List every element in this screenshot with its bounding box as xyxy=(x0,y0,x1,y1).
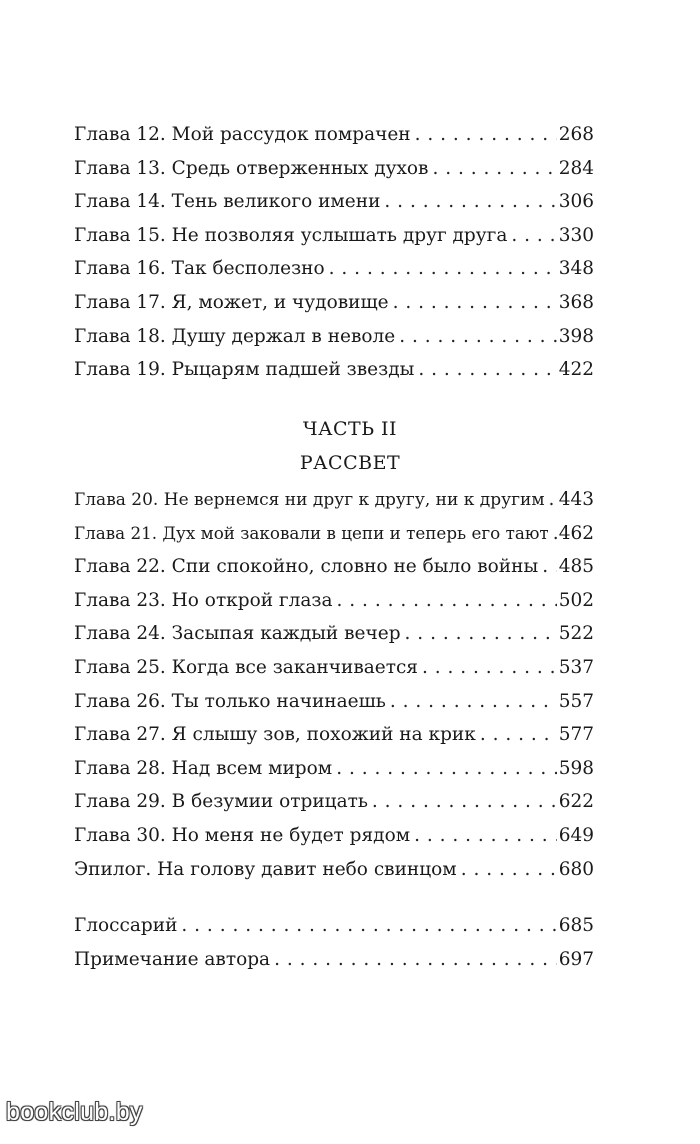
toc-entry-title: Глава 27. Я слышу зов, похожий на крик xyxy=(74,724,476,746)
toc-dot-leader xyxy=(418,353,556,387)
toc-entry-page-number: 557 xyxy=(558,690,594,712)
toc-entry xyxy=(74,118,594,152)
toc-dot-leader xyxy=(405,617,557,651)
toc-entry-page-number: 368 xyxy=(558,291,594,313)
toc-entry-title: Эпилог. На голову давит небо свинцом xyxy=(74,858,457,880)
toc-entry xyxy=(74,584,594,618)
toc-entry xyxy=(74,550,594,584)
toc-dot-leader xyxy=(329,252,557,286)
toc-entry-title: Глава 15. Не позволяя услышать друг друга xyxy=(74,224,508,246)
toc-dot-leader xyxy=(480,718,557,752)
toc-dot-leader xyxy=(274,943,557,977)
toc-entry xyxy=(74,943,594,977)
toc-entry-page-number: 622 xyxy=(558,791,594,813)
toc-entry-page-number: 685 xyxy=(558,915,594,936)
part-title: РАССВЕТ xyxy=(299,452,401,474)
toc-entry-title: Примечание автора xyxy=(74,948,271,970)
toc-entry xyxy=(74,617,594,651)
toc-dot-leader xyxy=(181,909,556,943)
toc-entry-title: Глава 14. Тень великого имени xyxy=(74,191,381,213)
toc-dot-leader xyxy=(337,584,557,618)
toc-entry-title: Глава 25. Когда все заканчивается xyxy=(74,656,418,678)
toc-entry-page-number: 422 xyxy=(558,359,594,381)
toc-entry-title: Глава 28. Над всем миром xyxy=(74,757,333,779)
toc-entry-page-number: 398 xyxy=(558,325,594,347)
toc-entry-page-number: 462 xyxy=(558,522,594,544)
toc-entry xyxy=(74,651,594,685)
toc-entry-title: Глава 30. Но меня не будет рядом xyxy=(74,824,411,846)
toc-entry-title: Глава 19. Рыцарям падшей звезды xyxy=(74,359,415,381)
toc-dot-leader xyxy=(542,550,556,584)
toc-dot-leader xyxy=(549,483,557,517)
toc-entry-page-number: 680 xyxy=(558,858,594,880)
toc-entry xyxy=(74,152,594,186)
toc-entry-page-number: 577 xyxy=(558,724,594,746)
toc-entry-page-number: 522 xyxy=(558,623,594,645)
toc-entry xyxy=(74,853,594,887)
toc-entry xyxy=(74,252,594,286)
toc-dot-leader xyxy=(432,152,556,186)
toc-entry xyxy=(74,483,594,517)
toc-entry xyxy=(74,517,594,551)
toc-dot-leader xyxy=(511,219,556,253)
toc-dot-leader xyxy=(336,752,557,786)
toc-dot-leader xyxy=(384,185,556,219)
toc-entry-page-number: 697 xyxy=(558,948,594,970)
toc-entry-page-number: 284 xyxy=(558,157,594,179)
toc-entry-page-number: 443 xyxy=(558,489,594,510)
toc-entry xyxy=(74,752,594,786)
toc-dot-leader xyxy=(390,685,557,719)
watermark-text: bookclub.by xyxy=(6,1098,143,1126)
toc-dot-leader xyxy=(414,819,557,853)
toc-entry-title: Глава 23. Но открой глаза xyxy=(74,589,333,611)
toc-entry-title: Глава 29. В безумии отрицать xyxy=(74,791,368,813)
toc-entry xyxy=(74,685,594,719)
toc-entry-title: Глава 17. Я, может, и чудовище xyxy=(74,291,389,313)
toc-entry xyxy=(74,718,594,752)
toc-entry-page-number: 348 xyxy=(558,258,594,280)
toc-entry-title: Глава 18. Душу держал в неволе xyxy=(74,325,396,347)
toc-dot-leader xyxy=(399,320,556,354)
toc-entry-page-number: 502 xyxy=(558,589,594,611)
toc-entry-title: Глоссарий xyxy=(74,915,178,936)
toc-entry xyxy=(74,909,594,943)
toc-dot-leader xyxy=(422,651,557,685)
toc-entry-page-number: 268 xyxy=(558,124,594,145)
toc-entry-page-number: 306 xyxy=(558,191,594,213)
toc-entry-title: Глава 26. Ты только начинаешь xyxy=(74,690,386,712)
toc-entry xyxy=(74,185,594,219)
toc-entry-page-number: 537 xyxy=(558,656,594,678)
toc-chapters-part1 xyxy=(74,118,594,387)
toc-dot-leader xyxy=(372,785,557,819)
toc-entry-page-number: 485 xyxy=(558,556,594,578)
toc-entry-title: Глава 12. Мой рассудок помрачен xyxy=(74,124,411,145)
toc-entry-page-number: 649 xyxy=(558,824,594,846)
toc-entry-page-number: 598 xyxy=(558,757,594,779)
toc-entry xyxy=(74,353,594,387)
toc-entry-title: Глава 21. Дух мой заковали в цепи и теперь его тают xyxy=(74,522,549,543)
toc-entry-title: Глава 24. Засыпая каждый вечер xyxy=(74,623,401,645)
toc-entry-title: Глава 22. Спи спокойно, словно не было войны xyxy=(74,556,539,578)
toc-entry-title: Глава 16. Так бесполезно xyxy=(74,258,325,280)
toc-dot-leader xyxy=(415,118,557,152)
toc-dot-leader xyxy=(393,286,557,320)
toc-entry xyxy=(74,219,594,253)
toc-entry xyxy=(74,819,594,853)
toc-dot-leader xyxy=(461,853,557,887)
toc-entry xyxy=(74,286,594,320)
toc-entry xyxy=(74,785,594,819)
toc-entry-title: Глава 20. Не вернемся ни друг к другу, ни к другим xyxy=(74,490,545,510)
part-label: ЧАСТЬ II xyxy=(302,418,398,440)
toc-entry-page-number: 330 xyxy=(558,224,594,246)
toc-entry-title: Глава 13. Средь отверженных духов xyxy=(74,157,429,179)
toc-back-matter xyxy=(74,909,594,976)
toc-entry xyxy=(74,320,594,354)
toc-chapters-part2 xyxy=(74,483,594,886)
toc-dot-leader xyxy=(553,517,557,551)
